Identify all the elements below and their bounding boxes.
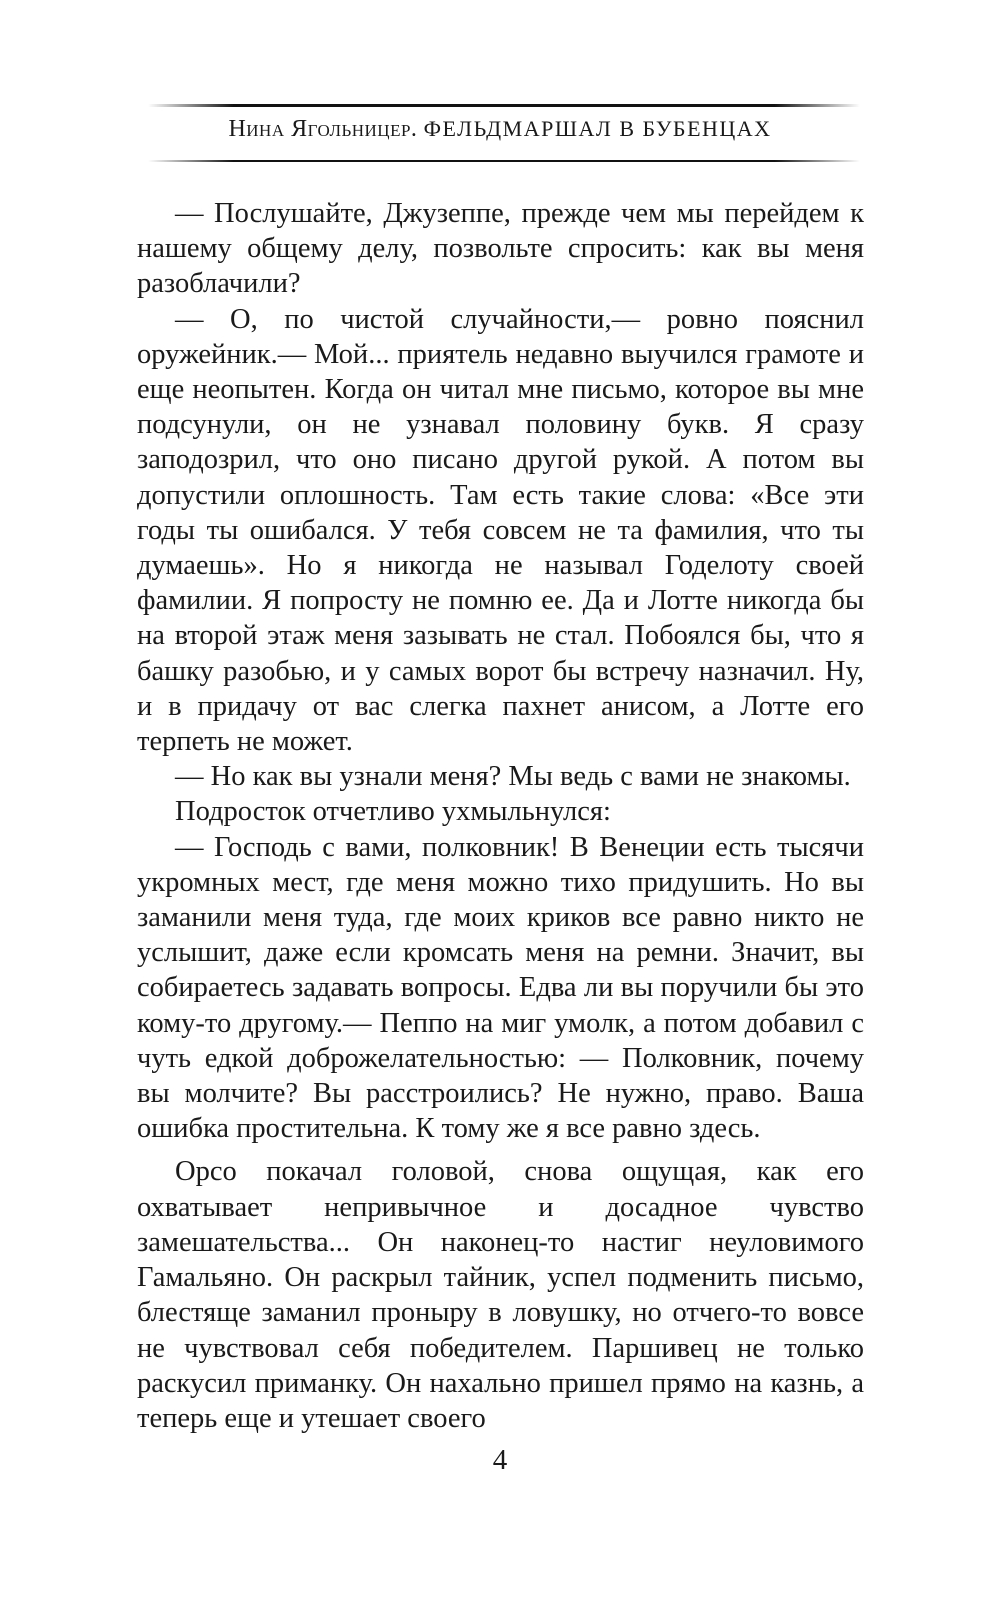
body-text <box>137 196 864 1436</box>
paragraph: — Послушайте, Джузеппе, прежде чем мы перейдем к нашему общему делу, позвольте спросить: как вы меня разоблачили? <box>137 198 864 300</box>
header-bottom-rule <box>148 160 860 162</box>
paragraph: Подросток отчетливо ухмыльнулся: <box>175 796 611 828</box>
paragraph: — О, по чистой случайности,— ровно пояснил оружейник.— Мой... приятель недавно выучился грамоте и еще неопытен. Когда он читал мне письмо, которое вы мне подсунули, он не узнавал половину букв. Я сразу заподозрил, что оно писано другой рукой. А потом вы допустили оплошность. Там есть такие слова: «Все эти годы ты ошибался. У тебя совсем не та фамилия, что ты думаешь». Но я никогда не называл Годелоту своей фамилии. Я попросту не помню ее. Да и Лотте никогда бы на второй этаж меня зазывать не стал. Побоялся бы, что я башку разобью, и у самых ворот бы встречу назначил. Ну, и в придачу от вас слегка пахнет анисом, а Лотте его терпеть не может. <box>137 303 864 758</box>
running-head <box>0 116 1000 143</box>
paragraph: Орсо покачал головой, снова ощущая, как его охватывает непривычное и досадное чувство замешательства... Он наконец-то настиг неуловимого Гамальяно. Он раскрыл тайник, успел подменить письмо, блестяще заманил проныру в ловушку, но отчего-то вовсе не чувствовал себя победителем. Паршивец не только раскусил приманку. Он нахально пришел прямо на казнь, а теперь еще и утешает своего <box>137 1156 864 1434</box>
running-head-title: ФЕЛЬДМАРШАЛ В БУБЕНЦАХ <box>423 116 772 141</box>
header-top-rule <box>148 104 860 107</box>
running-head-author: Нина Ягольницер. <box>228 116 418 142</box>
paragraph: — Но как вы узнали меня? Мы ведь с вами не знакомы. <box>175 761 851 793</box>
page-number: 4 <box>492 1444 508 1476</box>
paragraph: — Господь с вами, полковник! В Венеции есть тысячи укромных мест, где меня можно тихо придушить. Но вы заманили меня туда, где моих криков все равно никто не услышит, даже если кромсать меня на ремни. Значит, вы собираетесь задавать вопросы. Едва ли вы поручили бы это кому-то другому.— Пеппо на миг умолк, а потом добавил с чуть едкой доброжелательностью: — Полковник, почему вы молчите? Вы расстроились? Не нужно, право. Ваша ошибка простительна. К тому же я все равно здесь. <box>137 831 864 1145</box>
